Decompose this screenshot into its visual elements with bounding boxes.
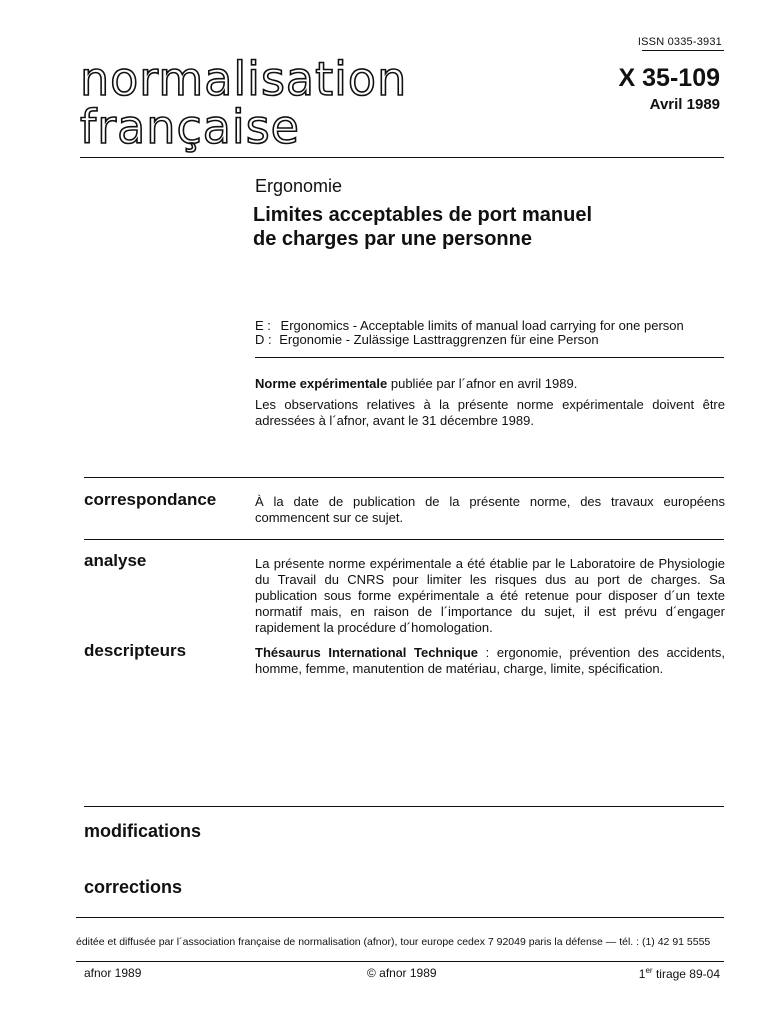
document-title [253,203,693,251]
correspondance-label: correspondance [84,490,217,509]
standard-number: X 35-109 [618,64,720,92]
print-run-text: tirage 89-04 [652,967,720,981]
correspondance-text: À la date de publication de la présente norme, des travaux européens commencent sur ce sujet. [255,494,725,525]
print-run-suffix: er [645,966,653,975]
analyse-label: analyse [84,551,147,570]
norme-notice [255,376,725,392]
footer-divider-2 [76,961,724,962]
corrections-label: corrections [84,877,183,897]
norme-text: publiée par l´afnor en avril 1989. [390,376,578,391]
descripteurs-keywords: : ergonomie, prévention des accidents, homme, femme, manutention de matériau, charge, limite, spécification. [255,645,725,676]
descripteurs-label: descripteurs [84,641,187,660]
brand-line-1: normalisation [80,52,408,106]
footer-divider-1 [76,917,724,918]
analyse-text: La présente norme expérimentale a été établie par le Laboratoire de Physiologie du Travail du CNRS pour limiter les risques dus au port de charges. Sa publication sous forme expérimentale a été retenue pour disposer d´un texte normatif mais, en raison de l´importance du sujet, il est prévu d´engager rapidement la procédure d´homologation. [255,556,725,635]
issn-underline [642,50,724,51]
section-divider-3 [84,806,724,807]
publisher-info: éditée et diffusée par l´association française de normalisation (afnor), tour europe cedex 7 92049 paris la défense — tél. : (1) 42 91 5555 [76,936,711,948]
german-title: Ergonomie - Zulässige Lasttraggrenzen für eine Person [279,332,599,347]
german-translation [255,332,599,347]
section-divider-2 [84,539,724,540]
thesaurus-label: Thésaurus International Technique [255,645,479,660]
descripteurs-text [255,645,725,677]
modifications-label: modifications [84,821,202,841]
subject-heading: Ergonomie [255,176,343,196]
issn-number: ISSN 0335-3931 [637,36,722,48]
german-prefix: D : [255,332,272,347]
standard-date: Avril 1989 [649,96,720,113]
english-prefix: E : [255,318,271,333]
section-divider-1 [84,477,724,478]
english-title: Ergonomics - Acceptable limits of manual load carrying for one person [280,318,684,333]
print-run [639,966,720,981]
title-line-1: Limites acceptables de port manuel [253,204,592,226]
english-translation [255,318,684,333]
norme-label: Norme expérimentale [255,376,388,391]
observations-text: Les observations relatives à la présente norme expérimentale doivent être adressées à l´afnor, avant le 31 décembre 1989. [255,397,725,428]
translation-divider [255,357,724,358]
copyright-notice: © afnor 1989 [367,966,437,980]
footer-left: afnor 1989 [84,966,142,980]
header-divider [80,157,724,158]
title-line-2: de charges par une personne [253,228,532,250]
brand-line-2: française [80,100,300,154]
print-run-number: 1 [638,967,646,981]
